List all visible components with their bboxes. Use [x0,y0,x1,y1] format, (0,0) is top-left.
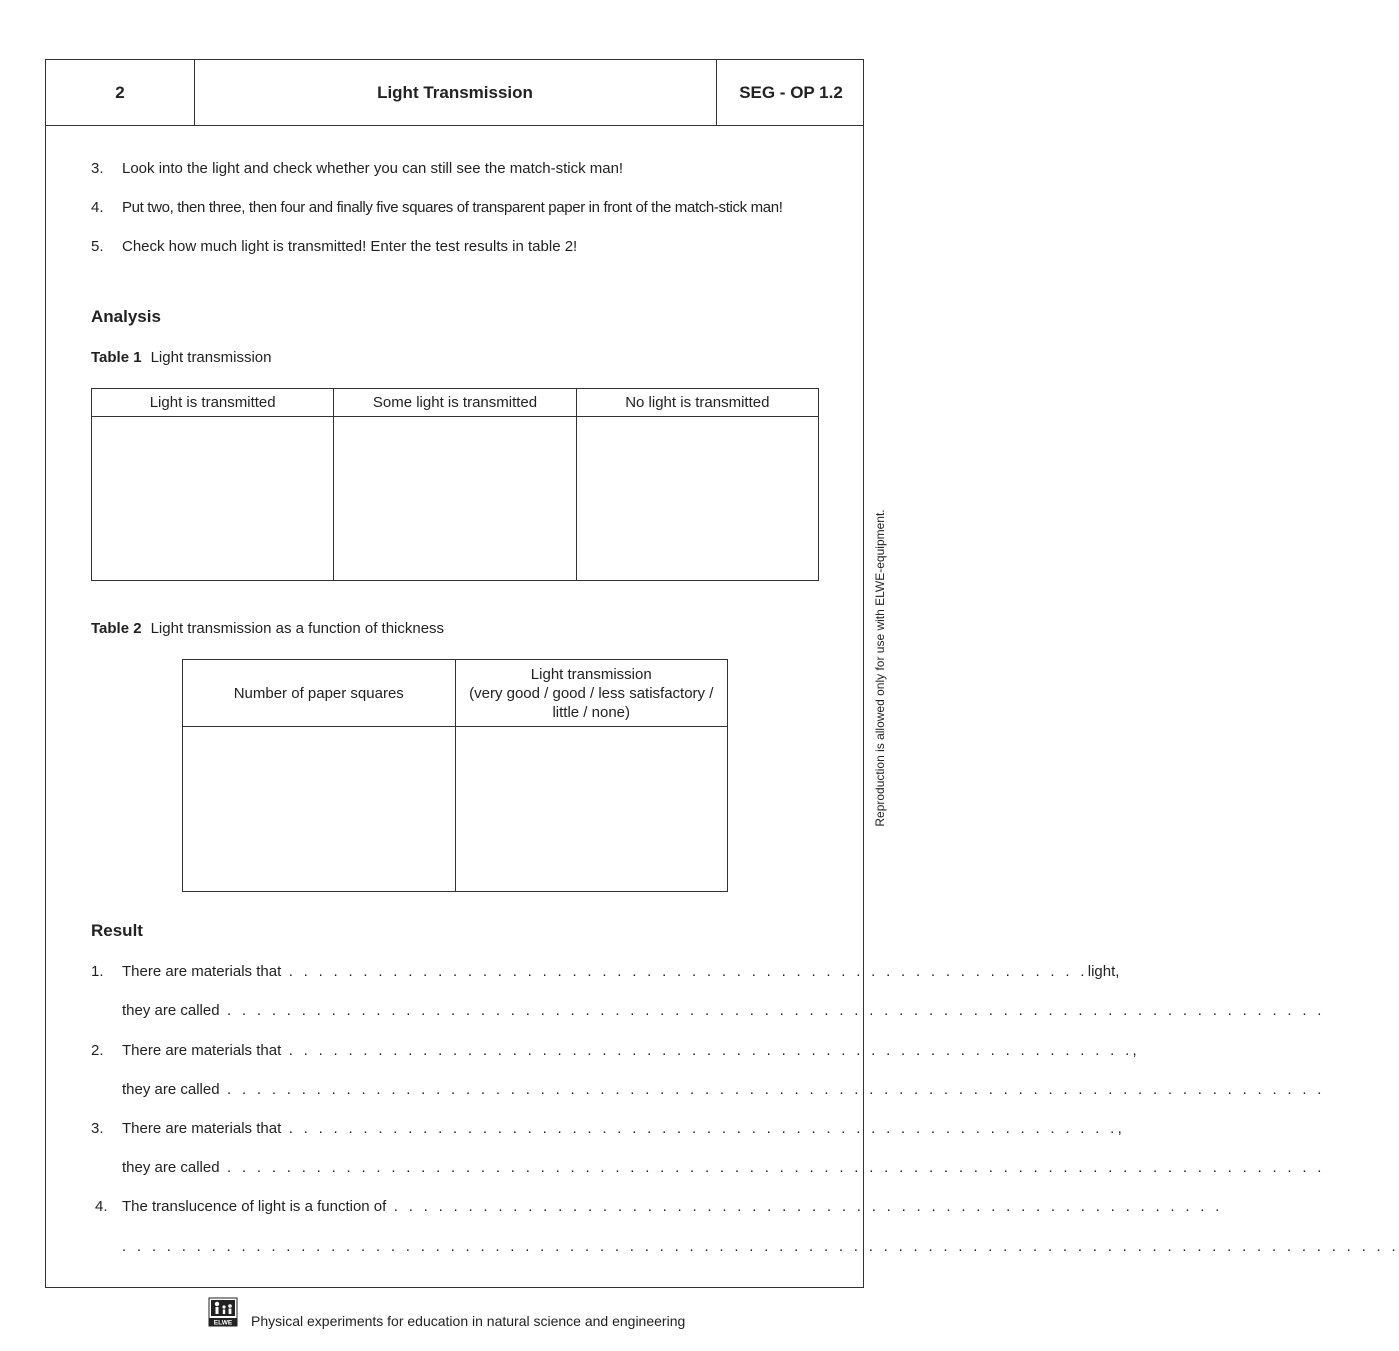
result-4-line [95,1198,1223,1215]
step-4 [91,199,783,216]
reproduction-note: Reproduction is allowed only for use with ELWE-equipment. [873,509,887,827]
result-text: There are materials that [122,1120,282,1137]
table2-header-line2: (very good / good / less satisfactory / [469,684,714,702]
step-number: 4. [91,199,104,216]
analysis-heading: Analysis [91,307,161,326]
table1-cell-none[interactable] [576,417,818,581]
fill-in-blank[interactable]: . . . . . . . . . . . . . . . . . . . . . . . . . . . . . . . . . . . . . . . . . . . . . . . . . . . . . . . . . [281,1042,1133,1059]
result-text: There are materials that [122,963,282,980]
fill-in-blank[interactable]: . . . . . . . . . . . . . . . . . . . . . . . . . . . . . . . . . . . . . . . . . . . . . . . . . . . . . . . . . . . . . . . . . . . . . . . . . . [219,1159,1325,1176]
table2-cell-transmission[interactable] [455,727,728,892]
result-number: 3. [91,1120,104,1137]
result-1-called [122,1002,1325,1019]
logo-text: ELWE [213,1319,233,1327]
table2-label: Table 2 [91,620,142,637]
step-number: 5. [91,238,104,255]
table2-header-transmission [455,660,728,727]
step-text: Put two, then three, then four and finally five squares of transparent paper in front of the match-stick man! [122,199,783,216]
result-end: light, [1087,963,1120,980]
page-number: 2 [46,60,195,125]
page-header [46,60,863,126]
result-end: , [1117,1120,1122,1137]
step-number: 3. [91,160,104,177]
result-called-text: they are called [122,1159,220,1176]
table1-header-transmitted: Light is transmitted [92,389,334,417]
fill-in-blank[interactable]: . . . . . . . . . . . . . . . . . . . . . . . . . . . . . . . . . . . . . . . . . . . . . . . . . . . . . . . . . . . . . . . . . . . . . . . . . . [219,1002,1325,1019]
result-3-line [91,1120,1122,1137]
result-called-text: they are called [122,1081,220,1098]
table1-caption [91,349,271,366]
fill-in-blank[interactable]: . . . . . . . . . . . . . . . . . . . . . . . . . . . . . . . . . . . . . . . . . . . . . . . . . . . . . . . . [281,1120,1118,1137]
page-title: Light Transmission [377,83,533,102]
result-number: 4. [95,1198,108,1215]
step-5 [91,238,577,255]
table2-header-line3: little / none) [552,703,631,721]
result-end: , [1132,1042,1137,1059]
table2-caption-text: Light transmission as a function of thickness [150,620,445,637]
table1-cell-transmitted[interactable] [92,417,334,581]
table-1 [91,388,819,581]
table1-header-none: No light is transmitted [576,389,818,417]
footer-text: Physical experiments for education in natural science and engineering [251,1313,686,1329]
result-text: There are materials that [122,1042,282,1059]
result-1-line [91,963,1120,980]
result-heading: Result [91,921,143,940]
result-text: The translucence of light is a function of [122,1198,387,1215]
table2-cell-squares[interactable] [183,727,456,892]
fill-in-blank[interactable]: . . . . . . . . . . . . . . . . . . . . . . . . . . . . . . . . . . . . . . . . . . . . . . . . . . . . . . . . [386,1198,1223,1215]
step-text: Look into the light and check whether you can still see the match-stick man! [122,160,624,177]
result-4-continuation [122,1238,1399,1255]
table2-caption [91,620,444,637]
table2-header-squares: Number of paper squares [183,660,456,727]
table-2 [182,659,728,892]
result-called-text: they are called [122,1002,220,1019]
result-2-called [122,1081,1325,1098]
fill-in-blank[interactable]: . . . . . . . . . . . . . . . . . . . . . . . . . . . . . . . . . . . . . . . . . . . . . . . . . . . . . . . . . . . . . . . . . . . . . . . . . . . . . . . . . . . . . . [122,1238,1399,1255]
table2-header-line1: Light transmission [530,665,652,683]
table1-cell-some[interactable] [334,417,576,581]
step-text: Check how much light is transmitted! Enter the test results in table 2! [122,238,578,255]
step-3 [91,160,623,177]
table1-header-some: Some light is transmitted [334,389,576,417]
table1-label: Table 1 [91,349,142,366]
document-code: SEG - OP 1.2 [716,60,865,125]
fill-in-blank[interactable]: . . . . . . . . . . . . . . . . . . . . . . . . . . . . . . . . . . . . . . . . . . . . . . . . . . . . . . . . . . . . . . . . . . . . . . . . . . [219,1081,1325,1098]
elwe-logo-icon [209,1298,237,1326]
result-2-line [91,1042,1137,1059]
result-3-called [122,1159,1325,1176]
result-number: 2. [91,1042,104,1059]
result-number: 1. [91,963,104,980]
table1-caption-text: Light transmission [150,349,272,366]
fill-in-blank[interactable]: . . . . . . . . . . . . . . . . . . . . . . . . . . . . . . . . . . . . . . . . . . . . . . . . . . . . . . [281,963,1088,980]
